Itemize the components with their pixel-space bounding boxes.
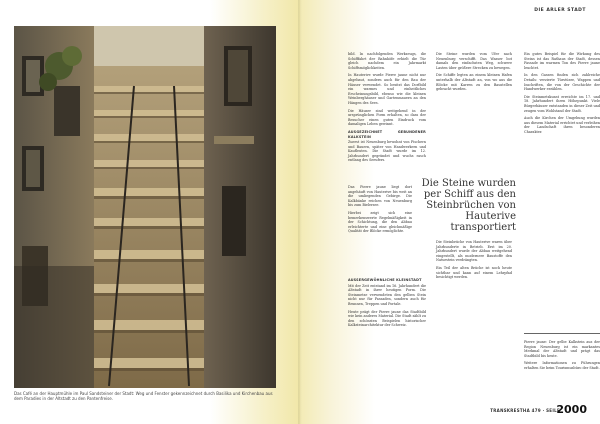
alley-photo — [14, 26, 276, 388]
subheading: AUSSERGEWÖHNLICHE KLEINSTADT — [348, 278, 422, 282]
paragraph: Pierre jaune: Der gelbe Kalkstein aus der Region Neuenburg ist ein markantes Merkmal der Altstadt und prägt das Stadtbild bis heute. — [524, 340, 600, 358]
paragraph: Die Steinbrüche von Hauterive waren über Jahrhunderte in Betrieb. Erst im 20. Jahrhundert wurde der Abbau weitgehend eingestellt, als modernere Baustoffe den Naturstein verdrängten. — [436, 240, 512, 263]
paragraph: Weitere Informationen zu Führungen erhalten Sie beim Tourismusbüro der Stadt. — [524, 361, 600, 370]
paragraph: Hierbei zeigt sich eine bemerkenswerte Regelmäßigkeit in der Schichtung, die den Abbau erleichterte und eine gleichmäßige Qualität der Blöcke ermöglichte. — [348, 210, 412, 234]
paragraph: Die Steinmetzkunst erreichte im 17. und 18. Jahrhundert ihren Höhepunkt. Viele Bürgerhäuser entstanden in dieser Zeit und zeugen vom Wohlstand der Stadt. — [524, 94, 600, 113]
paragraph: Mit der Zeit entstand im 16. Jahrhundert die Altstadt in ihrer heutigen Form. Die Steinmetze verwendeten den gelben Stein nicht nur für Fassaden, sondern auch für Brunnen, Treppen und Portale. — [348, 283, 426, 306]
paragraph: Ein Teil der alten Brüche ist noch heute sichtbar und kann auf einem Lehrpfad besichtigt werden. — [436, 265, 512, 280]
paragraph: Zuerst ist Neuenburg bewohnt von Fischern und Bauern, später von Handwerkern und Kaufleuten. Die Stadt wurde im 12. Jahrhundert gegründet und wuchs rasch entlang des Seeufers. — [348, 140, 426, 163]
photo-caption: Das Café an der Hauptmühle im Paul Sandsteiner der Stadt: Weg und Fenster gekennzeichnet durch Basilika und Kirchenbau aus dem Paradies in der Altstadt zu den Pantenfreise. — [14, 391, 273, 401]
subheading: AUSGEZEICHNET GEBUNDENER KALKSTEIN — [348, 129, 426, 139]
paragraph: In den Gassen finden sich zahlreiche Details: verzierte Türstürze, Wappen und Inschriften, die von der Geschichte der Handwerker erzählen. — [524, 73, 600, 92]
paragraph: Das Pierre jaune liegt dort angehäuft von Hauterive bis weit an die umliegenden Gebirge. Die Kalkbänke reichen von Neuenburg bis zum Bielersee. — [348, 185, 412, 208]
page-number: 2000 — [556, 403, 587, 416]
paragraph: Auch die Kirchen der Umgebung wurden aus diesem Material errichtet und verleihen der Landschaft ihren besonderen Charakter. — [524, 116, 600, 134]
info-box — [524, 340, 600, 374]
paragraph: Die Steine wurden vom Ufer nach Neuenburg verschifft. Das Wasser bot damals den einfachsten Weg, schwere Lasten über größere Strecken zu bewegen. — [436, 52, 512, 70]
article-column-3 — [524, 52, 600, 138]
pull-quote: Die Steine wurden per Schiff aus den Steinbrüchen von Hauterive transportiert — [421, 178, 516, 233]
paragraph: bild. In nachfolgenden Werkzeugs, die Schifffahrt der Bahnhöfe erhielt die Tür gleich nachdem ein Jahrmarkt Schiffsmöglichkeiten. — [348, 52, 426, 70]
paragraph: Ein gutes Beispiel für die Wirkung des Steins ist das Rathaus der Stadt, dessen Fassade im warmen Ton des Pierre jaune leuchtet. — [524, 52, 600, 70]
article-column-1-bottom — [348, 275, 426, 331]
paragraph: Die Häuser sind weitgehend in der ursprünglichen Form erhalten, so dass der Besucher einen guten Eindruck vom damaligen Leben gewinnt. — [348, 108, 426, 127]
article-column-2 — [436, 52, 512, 95]
article-column-1 — [348, 52, 426, 166]
footer-label: TRANSKRESTHA 479 · SEILE — [490, 408, 560, 413]
article-column-1-lower — [348, 185, 412, 237]
paragraph: In Hauterive wurde Pierre jaune nicht nur abgebaut, sondern auch für den Bau der Häuser verwendet. So besitzt das Dorfbild ein warmes und einheitliches Erscheinungsbild, ebenso wie die kleinen Weinberghäuser und Gartenmauern an den Hängen des Sees. — [348, 73, 426, 105]
running-head: DIE ARLER STADT — [534, 8, 586, 13]
paragraph: Die Schiffe legten an einem kleinen Hafen unterhalb der Altstadt an, von wo aus die Blöcke mit Karren zu den Baustellen gebracht wurden. — [436, 73, 512, 92]
page-gutter — [298, 0, 302, 424]
article-column-2-lower — [436, 240, 512, 283]
paragraph: Heute prägt der Pierre jaune das Stadtbild wie kein anderes Material. Die Stadt zählt zu den schönsten Beispielen historischer Kalksteinarchitektur der Schweiz. — [348, 309, 426, 328]
divider — [524, 333, 600, 334]
alley-photo-illustration — [14, 26, 276, 388]
